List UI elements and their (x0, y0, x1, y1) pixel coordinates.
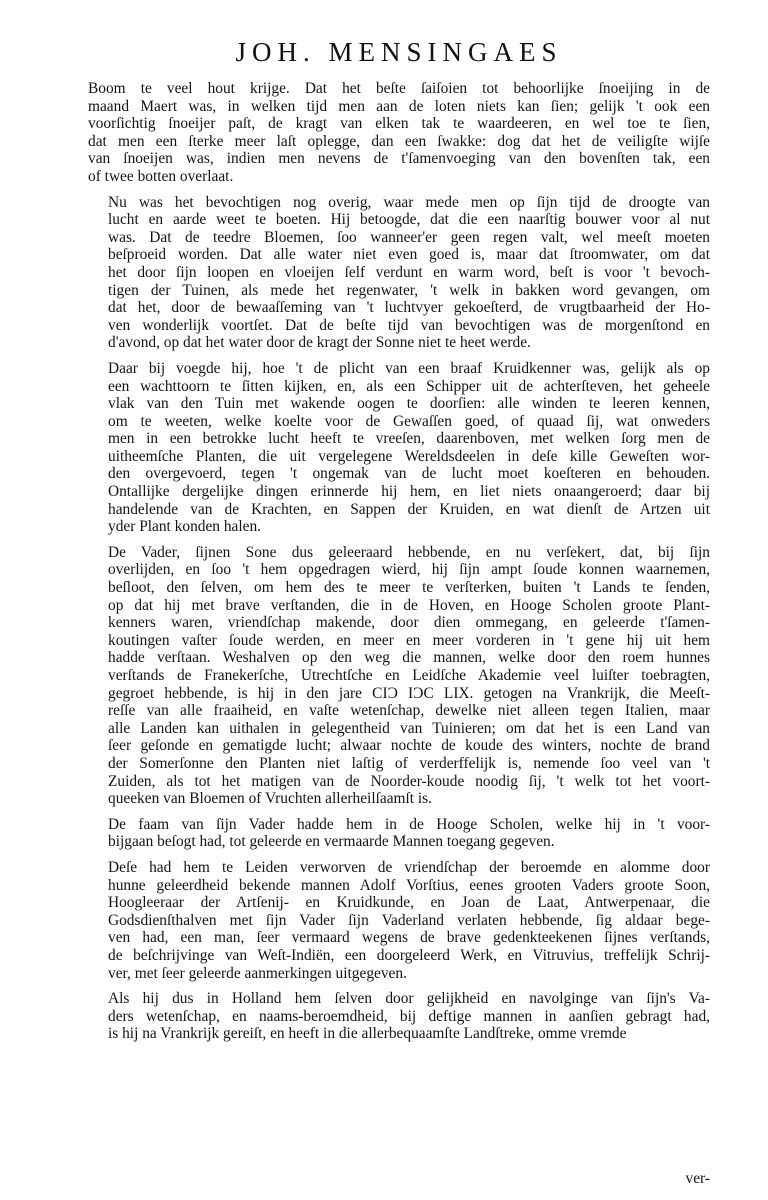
text-line: Nu was het bevochtigen nog overig, waar mede men op ſijn tijd de droogte van (108, 193, 710, 211)
paragraph (88, 859, 710, 982)
text-line: maand Maert was, in welken tijd men aan de loten niets kan ſien; gelijk 't ook een (88, 97, 710, 115)
text-line: Deſe had hem te Leiden verworven de vriendſchap der beroemde en alomme door (108, 858, 710, 876)
text-line: ven had, een man, ſeer vermaard wegens de brave gedenkteekenen ſijnes verſtands, (108, 929, 710, 947)
text-line: Als hij dus in Holland hem ſelven door gelijkheid en navolginge van ſijn's Va- (108, 990, 710, 1008)
text-line: De faam van ſijn Vader hadde hem in de Hooge Scholen, welke hij in 't voor- (108, 815, 710, 833)
paragraph (88, 544, 710, 808)
text-line: of twee botten overlaat. (88, 167, 234, 185)
text-line: het door ſijn loopen en vloeijen ſelf verdunt en warm word, beſt is voor 't bevoch- (108, 263, 710, 281)
text-line: tigen der Tuinen, als mede het regenwater, 't welk in bakken word gevangen, om (108, 281, 710, 299)
text-line: een wachttoorn te ſitten kijken, en, als een Schipper uit de achterſteven, het geheele (108, 377, 710, 395)
running-title: JOH. MENSINGAES (235, 37, 563, 67)
text-line: beſloot, den ſelven, om hem des te meer te verſterken, buiten 't Lands te ſenden, (108, 579, 710, 597)
text-line: gegroet hebbende, is hij in den jare CIƆ IƆC LIX. getogen na Vrankrijk, die Meeſt- (108, 684, 710, 702)
text-line: yder Plant konden halen. (108, 518, 262, 536)
text-line: ver, met ſeer geleerde aanmerkingen uitgegeven. (108, 964, 407, 982)
text-line: Hoogleeraar der Artſenij- en Kruidkunde, en Joan de Laat, Antwerpenaar, die (108, 894, 710, 912)
text-line: der Somerſonne den Planten niet laſtig of verderffelijk is, nemende ſoo veel van 't (108, 754, 710, 772)
text-line: Daar bij voegde hij, hoe 't de plicht van een braaf Kruidkenner was, gelijk als op (108, 359, 710, 377)
text-line: uitheemſche Planten, die uit vergelegene Wereldsdeelen in deſe kille Geweſten wor- (108, 447, 710, 465)
text-line: hunne geleerdheid bekende mannen Adolf Vorſtius, eenes grooten Vaders groote Soon, (108, 876, 710, 894)
text-line: koutingen vaſter ſoude werden, en meer en meer vorderen in 't gene hij uit hem (108, 631, 710, 649)
text-line: bijgaan beſogt had, tot geleerde en vermaarde Mannen toegang gegeven. (108, 833, 555, 851)
text-line: om te weeten, welke koelte voor de Gewaſſen goed, of quaad ſij, wat onweders (108, 412, 710, 430)
text-line: ders wetenſchap, en naams-beroemdheid, bij deftige mannen in aanſien gebragt had, (108, 1007, 710, 1025)
text-line: hadde verſtaan. Weshalven op den weg die mannen, welke door den roem hunnes (108, 649, 710, 667)
paragraph (88, 194, 710, 352)
text-line: op dat hij met brave verſtanden, die in de Hoven, en Hooge Scholen groote Plant- (108, 596, 710, 614)
body-text (88, 80, 710, 1043)
text-line: lucht en aarde weet te boeten. Hij betoogde, dat die een naarſtig bouwer voor al nut (108, 211, 710, 229)
text-line: vlak van den Tuin met wakende oogen te doorſien: alle winden te leeren kennen, (108, 395, 710, 413)
paragraph (88, 990, 710, 1043)
text-line: alle Landen kan uithalen in gelegentheid van Tuinieren; om dat het is een Land van (108, 719, 710, 737)
text-line: handelende van de Krachten, en Sappen der Kruiden, en wat dienſt de Artzen uit (108, 500, 710, 518)
text-line: queeken van Bloemen of Vruchten allerheilſaamſt is. (108, 790, 433, 808)
text-line: Boom te veel hout krijge. Dat het beſte ſaiſoien tot behoorlijke ſnoeijing in de (88, 80, 710, 97)
text-line: Ontallijke dergelijke dingen erinnerde hij hem, en liet niets onaangeroerd; daar bij (108, 483, 710, 501)
text-line: dat men een ſterke meer laſt oplegge, dan een ſwakke: dog dat het de veiligſte wijſe (88, 132, 710, 150)
text-line: Zuiden, als tot het matigen van de Noorder-koude noodig ſij, 't welk tot het voort- (108, 772, 710, 790)
text-line: ven wonderlijk voortſet. Dat de beſte tijd van bevochtigen was de morgenſtond en (108, 316, 710, 334)
text-line: was. Dat de teedre Bloemen, ſoo wanneer'er geen regen valt, wel meeſt moeten (108, 228, 710, 246)
text-line: den overgevoerd, tegen 't ongemak van de lucht moet koeſteren en behouden. (108, 465, 710, 483)
text-line: van ſnoeijen was, indien men nevens de t'ſamenvoeging van den bovenſten tak, een (88, 150, 710, 168)
text-line: voorſichtig ſnoeijer paſt, de kragt van elken tak te waardeeren, en wel toe te ſien, (88, 115, 710, 133)
catchword: ver- (685, 1170, 710, 1187)
text-line: is hij na Vrankrijk gereiſt, en heeft in die allerbequaamſte Landſtreke, omme vremde (108, 1025, 627, 1043)
text-line: men in een betrokke lucht heeft te vreeſen, daarenboven, met welken ſorg men de (108, 430, 710, 448)
text-line: De Vader, ſijnen Sone dus geleeraard hebbende, en nu verſekert, dat, bij ſijn (108, 543, 710, 561)
paragraph (88, 360, 710, 536)
text-line: overlijden, en ſoo 't hem opgedragen wierd, hij ſijn ampt ſoude konnen waarnemen, (108, 561, 710, 579)
text-line: kenners waren, vriendſchap makende, door dien ommegang, en geleerde t'ſamen- (108, 614, 710, 632)
text-line: Godsdienſthalven met ſijn Vader ſijn Vaderland verlaten hebbende, ſig aldaar bege- (108, 911, 710, 929)
text-line: ſeer geſonde en gematigde lucht; alwaar nochte de koude des winters, nochte de brand (108, 737, 710, 755)
text-line: verſtands de Franekerſche, Utrechtſche en Leidſche Akademie veel luiſter toebragten, (108, 667, 710, 684)
paragraph (88, 816, 710, 851)
text-line: beſproeid worden. Dat alle water niet even goed is, maar dat ſtroomwater, om dat (108, 246, 710, 264)
text-line: reſſe van alle fraaiheid, en vaſte wetenſchap, dewelke niet alleen tegen Italien, maar (108, 702, 710, 720)
text-line: dat het, door de bewaaſſeming van 't luchtvyer gekoeſterd, de vrugtbaarheid der Ho- (108, 299, 710, 317)
text-line: d'avond, op dat het water door de kragt der Sonne niet te heet werde. (108, 334, 531, 352)
text-line: de beſchrijvinge van Weſt-Indiën, een doorgeleerd Werk, en Vitruvius, treffelijk Schrij- (108, 946, 710, 964)
paragraph (88, 80, 710, 186)
